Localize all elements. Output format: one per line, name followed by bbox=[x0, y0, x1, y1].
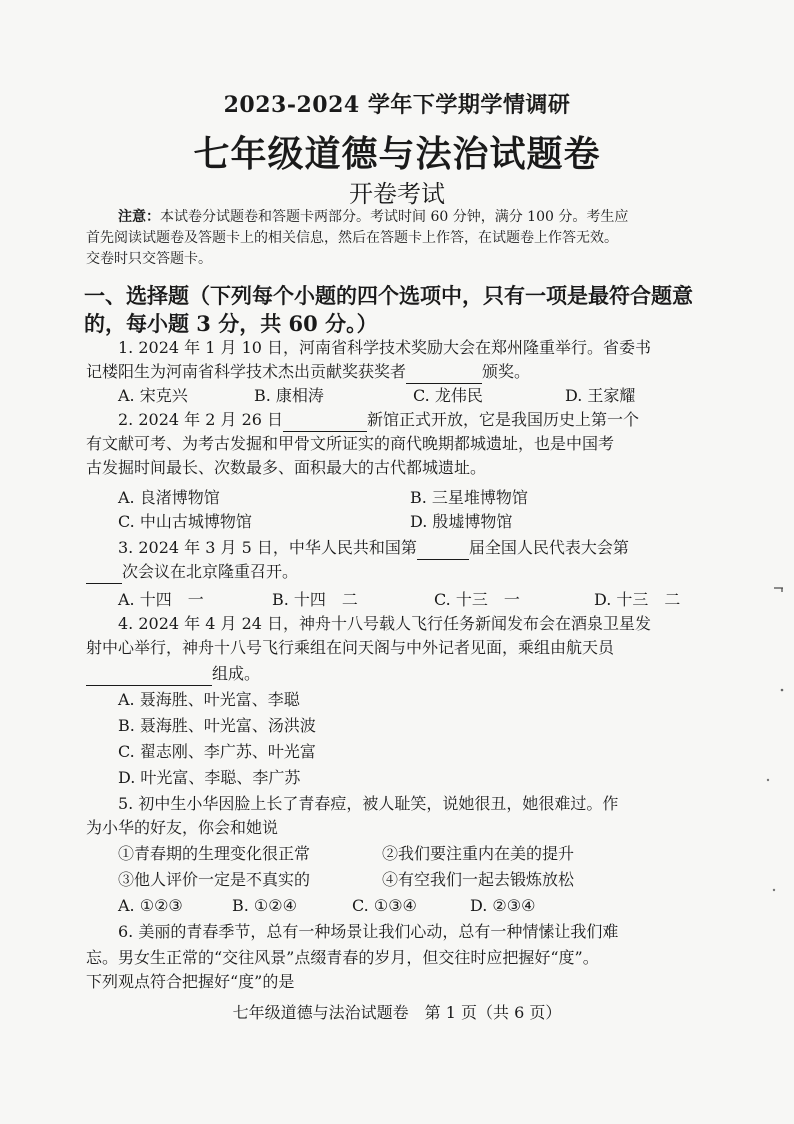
q3-option-d: D. 十三 二 bbox=[594, 590, 681, 609]
q2-line-1-post: 新馆正式开放，它是我国历史上第一个 bbox=[367, 410, 640, 429]
q6-line-1: 6. 美丽的青春季节，总有一种场景让我们心动，总有一种情愫让我们难 bbox=[118, 922, 619, 941]
q4-line-2: 射中心举行，神舟十八号飞行乘组在问天阁与中外记者见面，乘组由航天员 bbox=[86, 638, 615, 657]
margin-tick-mark bbox=[772, 582, 786, 596]
q3-option-c: C. 十三 一 bbox=[434, 590, 520, 609]
q3-line-1-pre: 3. 2024 年 3 月 5 日，中华人民共和国第 bbox=[118, 538, 417, 557]
q2-option-a: A. 良渚博物馆 bbox=[118, 488, 220, 507]
q2-answer-blank bbox=[283, 413, 367, 432]
q2-option-b: B. 三星堆博物馆 bbox=[410, 488, 528, 507]
notice-label: 注意： bbox=[118, 209, 160, 225]
q1-option-c: C. 龙伟民 bbox=[413, 386, 483, 405]
notice-line-3: 交卷时只交答题卡。 bbox=[86, 251, 212, 267]
q3-line-1 bbox=[118, 536, 629, 560]
q4-line-1: 4. 2024 年 4 月 24 日，神舟十八号载人飞行任务新闻发布会在酒泉卫星发 bbox=[118, 614, 652, 633]
subject-title: 七年级道德与法治试题卷 bbox=[193, 133, 601, 175]
q3-option-a: A. 十四 一 bbox=[118, 590, 204, 609]
q3-answer-blank-2 bbox=[86, 565, 122, 584]
q1-line-2-post: 颁奖。 bbox=[482, 362, 531, 381]
q4-option-c: C. 翟志刚、李广苏、叶光富 bbox=[118, 742, 316, 761]
q5-option-c: C. ①③④ bbox=[352, 896, 417, 915]
q4-option-b: B. 聂海胜、叶光富、汤洪波 bbox=[118, 716, 316, 735]
q1-line-1: 1. 2024 年 1 月 10 日，河南省科学技术奖励大会在郑州隆重举行。省委书 bbox=[118, 338, 652, 357]
q2-option-d: D. 殷墟博物馆 bbox=[410, 512, 513, 531]
page-footer: 七年级道德与法治试题卷 第 1 页（共 6 页） bbox=[232, 1003, 562, 1022]
q1-line-2 bbox=[86, 360, 530, 384]
q2-line-3: 古发掘时间最长、次数最多、面积最大的古代都城遗址。 bbox=[86, 458, 487, 477]
q3-line-2 bbox=[86, 560, 298, 584]
q4-option-d: D. 叶光富、李聪、李广苏 bbox=[118, 768, 301, 787]
q2-line-1-pre: 2. 2024 年 2 月 26 日 bbox=[118, 410, 284, 429]
q4-option-a: A. 聂海胜、叶光富、李聪 bbox=[118, 690, 300, 709]
q5-line-1: 5. 初中生小华因脸上长了青春痘，被人耻笑，说她很丑，她很难过。作 bbox=[118, 794, 619, 813]
section-heading-line-2: 的，每小题 3 分，共 60 分。） bbox=[84, 311, 378, 336]
notice-line-1 bbox=[118, 207, 628, 228]
q1-option-d: D. 王家耀 bbox=[565, 386, 636, 405]
q5-line-2: 为小华的好友，你会和她说 bbox=[86, 818, 279, 837]
exam-title: 2023-2024 学年下学期学情调研 bbox=[223, 92, 571, 118]
notice-line-2: 首先阅读试题卷及答题卡上的相关信息，然后在答题卡上作答，在试题卷上作答无效。 bbox=[86, 230, 618, 246]
q3-option-b: B. 十四 二 bbox=[272, 590, 358, 609]
exam-type: 开卷考试 bbox=[349, 180, 445, 208]
q5-statement-3: ③他人评价一定是不真实的 bbox=[118, 870, 311, 889]
q5-statement-1: ①青春期的生理变化很正常 bbox=[118, 844, 311, 863]
q5-option-a: A. ①②③ bbox=[118, 896, 183, 915]
q5-option-d: D. ②③④ bbox=[470, 896, 536, 915]
q6-line-2: 忘。男女生正常的“交往风景”点缀青春的岁月，但交往时应把握好“度”。 bbox=[86, 948, 599, 967]
notice-text-1: 本试卷分试题卷和答题卡两部分。考试时间 60 分钟，满分 100 分。考生应 bbox=[160, 209, 629, 225]
q1-option-a: A. 宋克兴 bbox=[118, 386, 188, 405]
section-heading-line-1: 一、选择题（下列每个小题的四个选项中，只有一项是最符合题意 bbox=[84, 283, 693, 308]
q4-line-3 bbox=[86, 662, 260, 686]
q5-statement-2: ②我们要注重内在美的提升 bbox=[382, 844, 575, 863]
q2-option-c: C. 中山古城博物馆 bbox=[118, 512, 252, 531]
q3-answer-blank-1 bbox=[417, 541, 469, 560]
q2-line-1 bbox=[118, 408, 639, 432]
q5-option-b: B. ①②④ bbox=[232, 896, 297, 915]
q1-answer-blank bbox=[406, 365, 482, 384]
q4-line-3-post: 组成。 bbox=[212, 664, 261, 683]
q5-statement-4: ④有空我们一起去锻炼放松 bbox=[382, 870, 575, 889]
q1-option-b: B. 康相涛 bbox=[254, 386, 324, 405]
margin-dots bbox=[760, 680, 790, 900]
q3-line-1-post: 届全国人民代表大会第 bbox=[468, 538, 629, 557]
q3-line-2-post: 次会议在北京隆重召开。 bbox=[122, 562, 299, 581]
q2-line-2: 有文献可考、为考古发掘和甲骨文所证实的商代晚期都城遗址，也是中国考 bbox=[86, 434, 615, 453]
q6-line-3: 下列观点符合把握好“度”的是 bbox=[86, 972, 295, 991]
q1-line-2-pre: 记楼阳生为河南省科学技术杰出贡献奖获奖者 bbox=[86, 362, 407, 381]
q4-answer-blank bbox=[86, 667, 212, 686]
